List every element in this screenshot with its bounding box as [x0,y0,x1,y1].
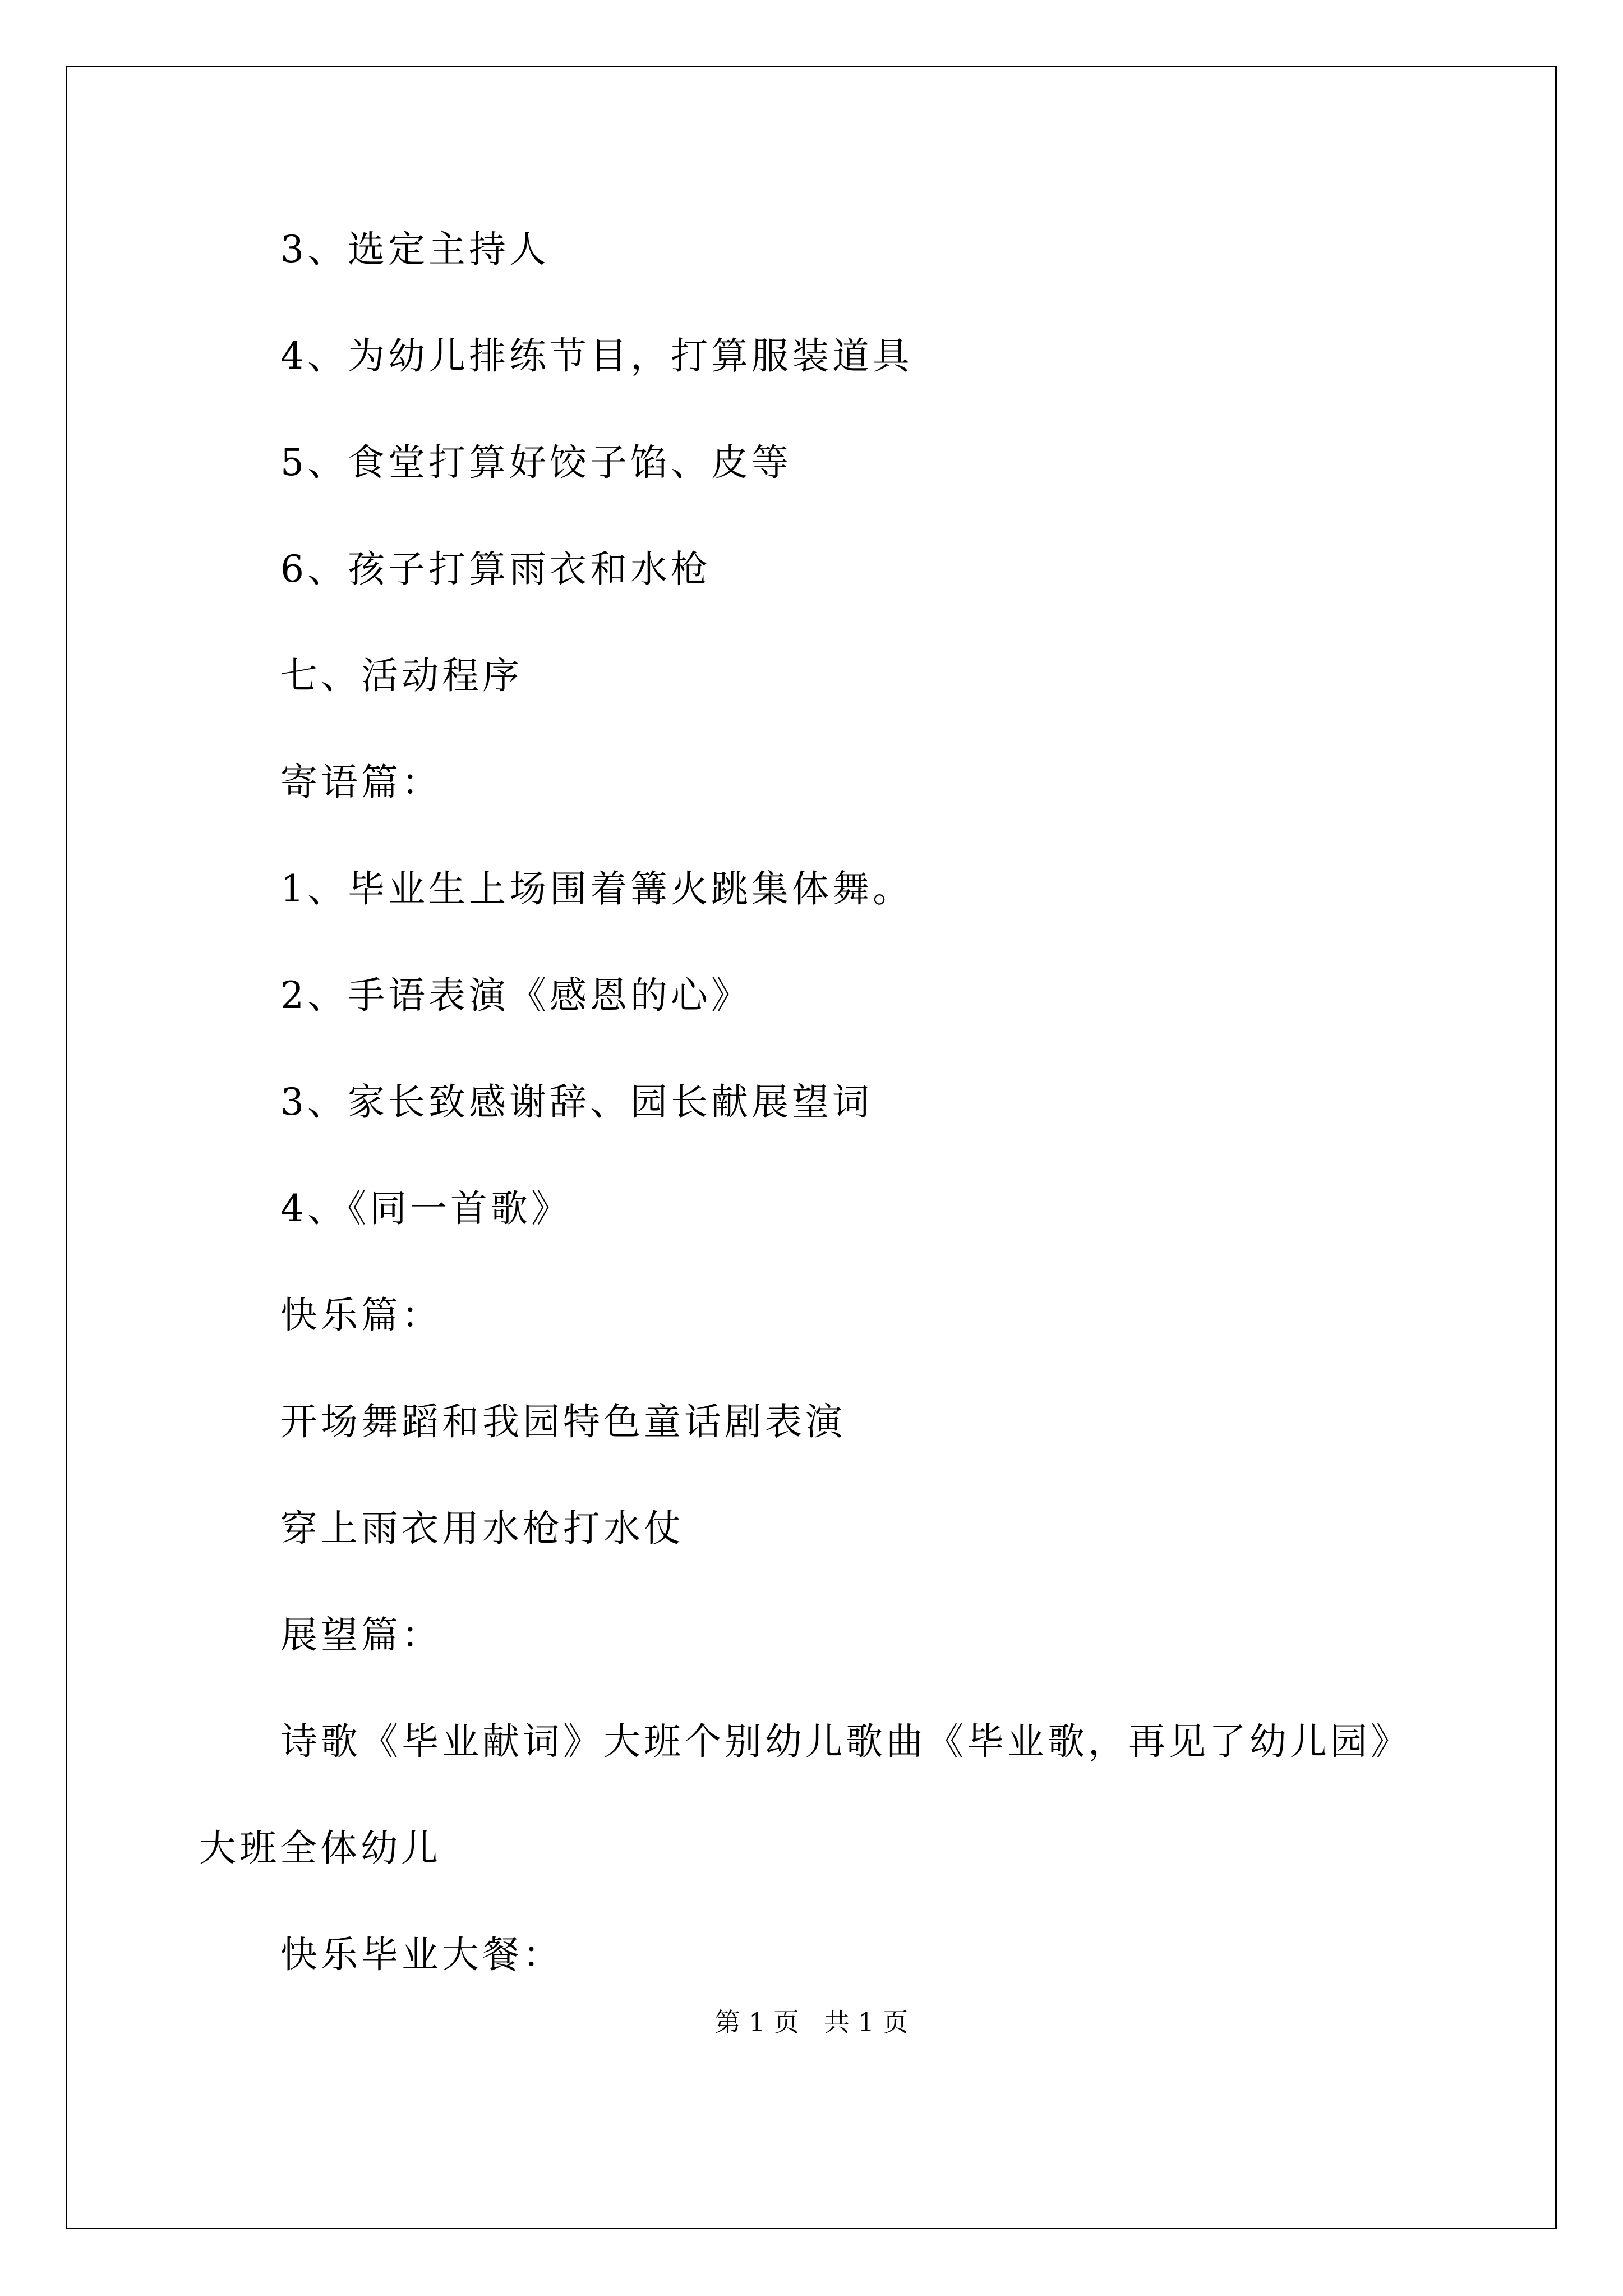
text-line: 2、手语表演《感恩的心》 [280,974,751,1017]
section-heading: 七、活动程序 [280,654,523,697]
text-line: 4、为幼儿排练节目，打算服装道具 [280,334,913,378]
section-heading: 快乐篇： [280,1294,442,1337]
text-line: 6、孩子打算雨衣和水枪 [280,547,711,591]
text-line: 3、选定主持人 [280,228,550,271]
text-line: 开场舞蹈和我园特色童话剧表演 [280,1400,846,1443]
text-line: 1、毕业生上场围着篝火跳集体舞。 [280,867,913,910]
page-footer [0,2005,1623,2039]
page-frame [66,66,1557,2229]
text-line: 3、家长致感谢辞、园长献展望词 [280,1080,873,1124]
section-heading: 快乐毕业大餐： [280,1933,563,1976]
text-line: 穿上雨衣用水枪打水仗 [280,1507,684,1550]
text-line: 5、食堂打算好饺子馅、皮等 [280,441,792,484]
section-heading: 寄语篇： [280,761,442,804]
text-line: 大班全体幼儿 [199,1826,441,1870]
page-total: 共 1 页 [824,2007,909,2037]
page-number: 第 1 页 [714,2007,799,2037]
text-line: 诗歌《毕业献词》大班个别幼儿歌曲《毕业歌，再见了幼儿园》 [280,1720,1411,1763]
section-heading: 展望篇： [280,1613,442,1657]
text-line: 4、《同一首歌》 [280,1187,571,1230]
